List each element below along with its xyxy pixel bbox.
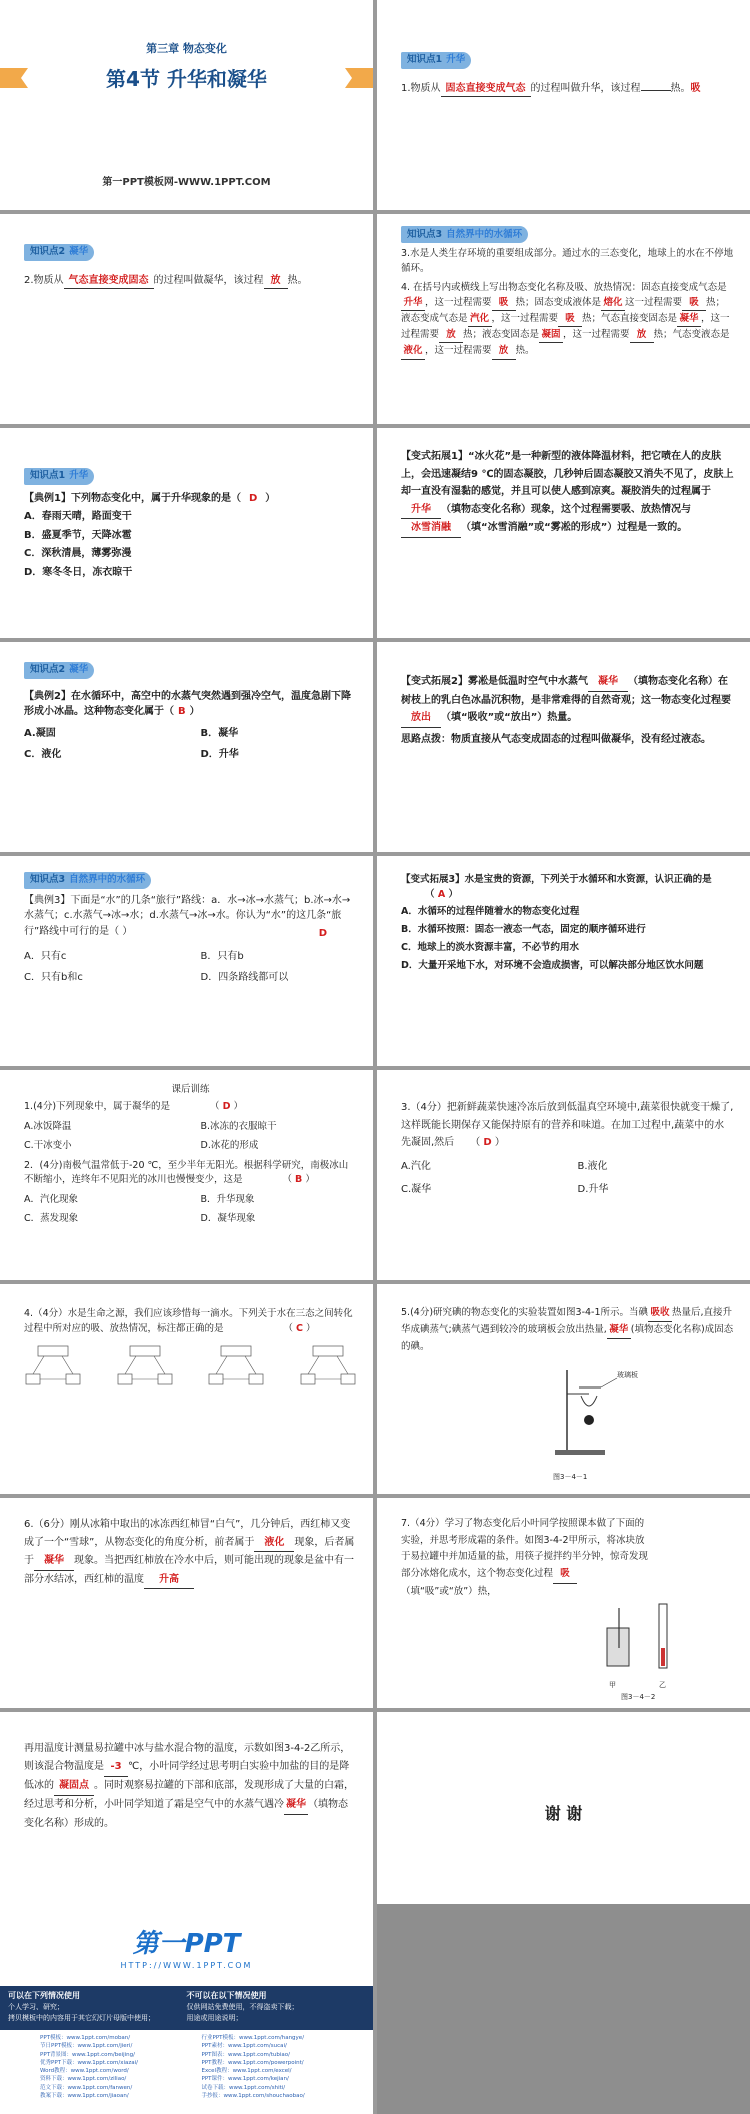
- link-list: [40, 2034, 363, 2100]
- figure-label-a: 甲: [609, 1681, 616, 1689]
- resource-link[interactable]: 优秀PPT下载：www.1ppt.com/xiazai/: [40, 2059, 139, 2066]
- question-text: 6.（6分）刚从冰箱中取出的冰冻西红柿冒“白气”，几分钟后，西红柿又变成了一个“雪球”，从物态变化的角度分析，前者属于 液化 现象，后者属于 凝华 现象。当把西红柿放在冷水中后，则可能出现的现象是盆中有一部分水结冰，西红柿的温度 升高: [24, 1516, 357, 1589]
- iodine-apparatus-figure: [547, 1364, 627, 1464]
- question-text: 1.物质从 固态直接变成气态 的过程叫做升华，该过程 热。吸: [401, 81, 734, 98]
- question-text: 2.物质从 气态直接变成固态 的过程叫做凝华，该过程 放 热。: [24, 273, 357, 290]
- question-text: 【变式拓展3】水是宝贵的资源，下列关于水循环和水资源，认识正确的是（ A ）: [401, 874, 712, 900]
- option-c: C．蒸发现象: [24, 1213, 79, 1225]
- usage-banner: 可以在下列情况使用 个人学习、研究； 拷贝模板中的内容用于其它幻灯片母版中使用； 不可以在以下情况使用 仅供网站免费使用，不得盗卖下载； 用途或用途说明；: [0, 1986, 373, 2030]
- option-d: D．四条路线都可以: [200, 972, 289, 984]
- slide-water-cycle: [377, 214, 750, 424]
- slide-variant2: [377, 642, 750, 852]
- slide-ad: [0, 1904, 373, 2114]
- knowledge-tag: 知识点1 升华: [24, 468, 94, 485]
- intro-text: 3.水是人类生存环境的重要组成部分。通过水的三态变化，地球上的水在不停地循环。: [401, 248, 734, 275]
- option-a: A．汽化现象: [24, 1193, 78, 1205]
- option-c: C．液化: [24, 749, 62, 761]
- option-b: B．只有b: [200, 950, 244, 962]
- slide-exercise-6: [0, 1498, 373, 1708]
- option-d: D．大量开采地下水，对环境不会造成损害，可以解决部分地区饮水问题: [401, 959, 704, 971]
- knowledge-tag: 知识点3 自然界中的水循环: [24, 872, 151, 889]
- option-c: C．深秋清晨，薄雾弥漫: [24, 548, 132, 560]
- resource-link[interactable]: PPT模板：www.1ppt.com/moban/: [40, 2035, 131, 2041]
- question-text: 【典例2】在水循环中，高空中的水蒸气突然遇到强冷空气，温度急剧下降形成小冰晶。这种物态变化属于（ B ）: [24, 690, 351, 718]
- slide-example3: [0, 856, 373, 1066]
- option-d: D．寒冬冬日，冻衣晾干: [24, 566, 133, 578]
- option-b: B.冰冻的衣服晾干: [200, 1120, 277, 1132]
- option-b: B．凝华: [200, 727, 239, 739]
- knowledge-tag: 知识点2 凝华: [24, 244, 94, 261]
- knowledge-tag: 知识点2 凝华: [24, 662, 94, 679]
- option-c: C.凝华: [401, 1184, 432, 1195]
- question-text: 【典例3】下面是“水”的几条“旅行”路线：a．水→冰→水蒸气；b.冰→水→水蒸气；c.水蒸气→冰→水；d.水蒸气→冰→水。你认为“水”的这几条“旅行”路线中可行的是（ ）: [24, 894, 351, 937]
- cycle-diagram: [24, 1344, 82, 1394]
- option-b: B．水循环按照：固态一液态一气态，固定的顺序循环进行: [401, 924, 646, 936]
- brand-url[interactable]: HTTP://WWW.1PPT.COM: [120, 1961, 253, 1970]
- resource-link[interactable]: 手抄报：www.1ppt.com/shouchaobao/: [201, 2092, 305, 2099]
- option-a: A．水循环的过程伴随着水的物态变化过程: [401, 906, 580, 918]
- slide-example2: [0, 642, 373, 852]
- resource-link[interactable]: 行业PPT模板：www.1ppt.com/hangye/: [201, 2035, 305, 2041]
- resource-link[interactable]: PPT素材：www.1ppt.com/sucai/: [201, 2043, 287, 2050]
- option-d: D.升华: [577, 1184, 609, 1195]
- question-text: 3.（4分）把新鲜蔬菜快速冷冻后放到低温真空环境中,蔬菜很快就变干燥了,这样既能长期保存又能保持原有的营养和味道。在加工过程中,蔬菜中的水先凝固,然后 （ D ）: [401, 1102, 734, 1148]
- option-d: D．升华: [200, 749, 239, 761]
- resource-link[interactable]: PPT背景图：www.1ppt.com/beijing/: [40, 2051, 136, 2058]
- option-b: B.液化: [577, 1160, 608, 1172]
- figure-caption: 图3－4－1: [553, 1473, 588, 1481]
- resource-link[interactable]: Word教程：www.1ppt.com/word/: [40, 2068, 129, 2074]
- slide-exercise-7b: [0, 1712, 373, 1922]
- slide-example1: [0, 428, 373, 638]
- cycle-diagram: [299, 1344, 357, 1394]
- section-heading: 课后训练: [171, 1084, 210, 1095]
- figure-label: 玻璃板: [617, 1371, 638, 1379]
- resource-link[interactable]: PPT课件：www.1ppt.com/kejian/: [201, 2076, 289, 2083]
- knowledge-tag: 知识点1 升华: [401, 52, 471, 69]
- thanks-text: 谢 谢: [544, 1804, 583, 1823]
- hint-text: 思路点拨：物质直接从气态变成固态的过程叫做凝华，没有经过液态。: [401, 733, 711, 745]
- option-b: B．升华现象: [200, 1193, 255, 1205]
- option-d: D．凝华现象: [200, 1213, 256, 1225]
- option-a: A．春雨天晴，路面变干: [24, 511, 132, 523]
- option-b: B．盛夏季节，天降冰雹: [24, 529, 132, 541]
- resource-link[interactable]: PPT教程：www.1ppt.com/powerpoint/: [201, 2059, 304, 2066]
- empty-panel: [377, 1904, 750, 2114]
- option-a: A．只有c: [24, 950, 67, 962]
- cycle-diagram: [116, 1344, 174, 1394]
- answer-mark: D: [318, 928, 327, 940]
- slide-exercise-1-2: [0, 1070, 373, 1280]
- question-text: 4.（4分）水是生命之源，我们应该珍惜每一滴水。下列关于水在三态之间转化过程中所对应的吸、放热情况，标注都正确的是 （ C ）: [24, 1308, 353, 1334]
- slide-exercise-4: [0, 1284, 373, 1494]
- option-d: D.冰花的形成: [200, 1140, 259, 1152]
- slide-deposition-def: [0, 214, 373, 424]
- resource-link[interactable]: Excel教程：www.1ppt.com/excel/: [201, 2068, 292, 2074]
- diagram-options: [24, 1344, 357, 1394]
- option-a: A.冰饭降温: [24, 1120, 72, 1132]
- figure-label-b: 乙: [659, 1681, 666, 1689]
- resource-link[interactable]: 节日PPT模板：www.1ppt.com/jieri/: [40, 2043, 133, 2050]
- option-a: A.汽化: [401, 1160, 431, 1172]
- question-text: 5.(4分)研究碘的物态变化的实验装置如图3-4-1所示。当碘 吸收 热量后,直接升华成碘蒸气;碘蒸气遇到较冷的玻璃板会放出热量, 凝华 (填物态变化名称)成固态的碘。: [401, 1307, 734, 1353]
- brand-logo: 第一PPT: [132, 1929, 241, 1959]
- question-1: 1.(4分)下列现象中，属于凝华的是 （ D ）: [24, 1100, 243, 1112]
- slide-variant3: [377, 856, 750, 1066]
- resource-link[interactable]: 教案下载：www.1ppt.com/jiaoan/: [40, 2092, 129, 2099]
- knowledge-tag: 知识点3 自然界中的水循环: [401, 226, 528, 243]
- frost-experiment-figure: [597, 1598, 697, 1678]
- question-text: 【变式拓展2】雾凇是低温时空气中水蒸气 凝华 （填物态变化名称）在树枝上的乳白色冰晶沉积物，是非常难得的自然奇观；这一物态变化过程要放出 （填“吸收”或“放出”）热量。: [401, 673, 734, 728]
- slide-sublimation-def: [377, 0, 750, 210]
- chapter-label: 第三章 物态变化: [146, 42, 227, 55]
- question-2: 2．(4分)南极气温常低于-20 ℃，至少半年无阳光。根据科学研究，南极冰山不断缩小，连终年不见阳光的冰川也慢慢变少，这是 （ B ）: [24, 1160, 349, 1185]
- option-c: C．只有b和c: [24, 972, 83, 984]
- resource-link[interactable]: 范文下载：www.1ppt.com/fanwen/: [40, 2084, 133, 2091]
- slide-title: [0, 0, 373, 210]
- resource-link[interactable]: 资料下载：www.1ppt.com/ziliao/: [40, 2076, 127, 2083]
- question-text: 再用温度计测量易拉罐中冰与盐水混合物的温度，示数如图3-4-2乙所示，则该混合物温度是 -3 ℃，小叶同学经过思考明白实验中加盐的目的是降低冰的 凝固点 。同时观察易拉罐的下部和底部，发现形成了大量的白霜，经过思考和分析，小叶同学知道了霜是空气中的水蒸气遇冷 凝华 （填物态变化名称）形成的。: [24, 1743, 354, 1829]
- resource-link[interactable]: PPT图表：www.1ppt.com/tubiao/: [201, 2051, 290, 2058]
- slide-exercise-7a: 7.（4分）学习了物态变化后小叶同学按照课本做了下面的实验，并思考形成霜的条件。如图3-4-2甲所示，将冰块放于易拉罐中并加适量的盐，用筷子搅拌约半分钟，惊奇发现部分冰熔化成水，这个物态变化过程 吸 （填“吸”或“放”）热， 甲 乙 图3－4－2: [377, 1498, 750, 1708]
- slide-thanks: [377, 1712, 750, 1922]
- question-text: 【典例1】下列物态变化中，属于升华现象的是（ D ）: [24, 492, 276, 504]
- fill-text: 4. 在括号内或横线上写出物态变化名称及吸、放热情况：固态直接变成气态是升华 ，这一过程需要 吸 热；固态变成液体是 熔化 这一过程需要 吸 热；液态变成气态是 汽化 ，这一过程需要 吸 热；气态直接变固态是 凝华 ，这一过程需要 放 热；液态变固态是 凝固 ，这一过程需要 放 热；气态变液态是液化 ，这一过程需要 放 热。: [401, 280, 734, 360]
- option-c: C.干冰变小: [24, 1140, 72, 1152]
- question-text: 【变式拓展1】“冰火花”是一种新型的液体降温材料，把它喷在人的皮肤上，会迅速凝结9 ℃的固态凝胶，几秒钟后固态凝胶又消失不见了，皮肤上却一直没有湿黏的感觉，并且可以使人感到凉爽。凝胶消失的过程属于升华 （填物态变化名称）现象，这个过程需要吸、放热情况与冰雪消融 （填“冰雪消融”或“雾凇的形成”）过程是一致的。: [401, 448, 734, 538]
- resource-link[interactable]: 试卷下载：www.1ppt.com/shiti/: [201, 2084, 286, 2091]
- site-label: 第一PPT模板网-WWW.1PPT.COM: [102, 177, 271, 188]
- slide-exercise-3: [377, 1070, 750, 1280]
- slide-exercise-5: [377, 1284, 750, 1494]
- option-a: A.凝固: [24, 727, 56, 739]
- figure-caption: 图3－4－2: [621, 1693, 656, 1701]
- lesson-title: 第4节 升华和凝华: [106, 67, 267, 91]
- slide-variant1: [377, 428, 750, 638]
- cycle-diagram: [207, 1344, 265, 1394]
- option-c: C．地球上的淡水资源丰富，不必节约用水: [401, 941, 579, 953]
